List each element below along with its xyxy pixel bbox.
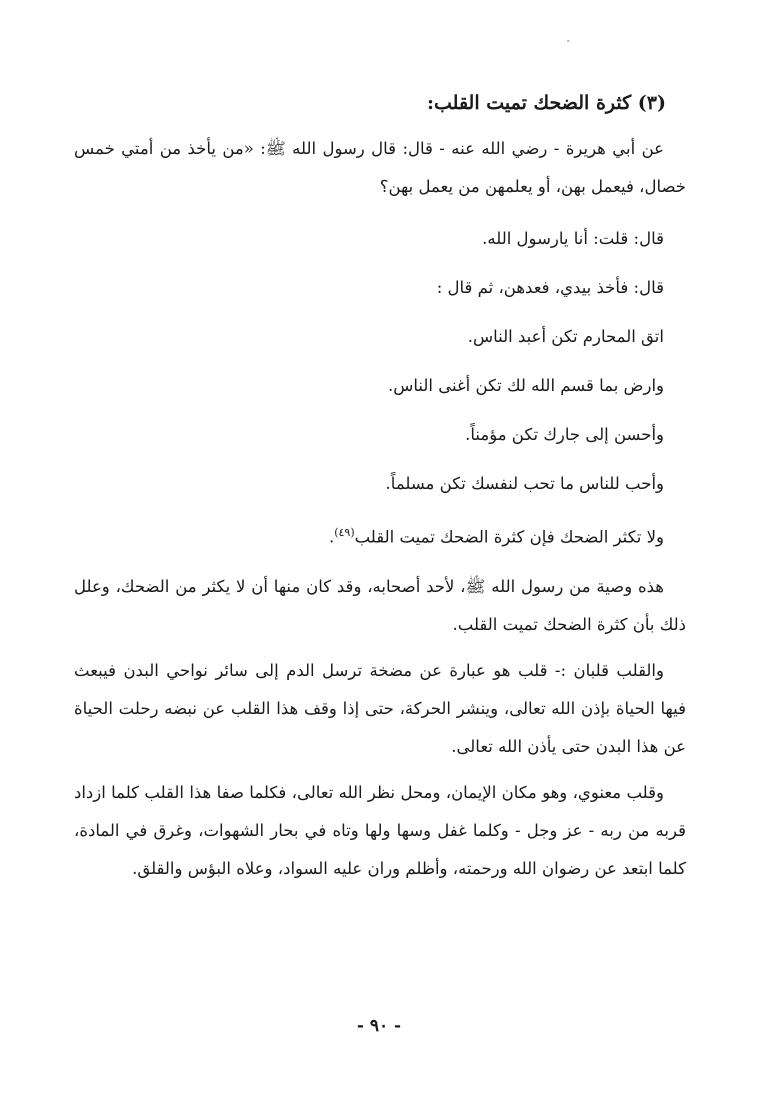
dialog-line-2: قال: فأخذ بيدي، فعدهن، ثم قال : <box>436 278 664 297</box>
dialog-line-7-end: . <box>328 527 335 547</box>
paragraph-spiritual-heart: وقلب معنوي، وهو مكان الإيمان، ومحل نظر الله تعالى، فكلما صفا هذا القلب كلما ازداد قربه من ربه - عز وجل - وكلما غفل وسها ولها وتاه في بحار الشهوات، وغرق في المادة، كلما ابتعد عن رضوان الله ورحمته، وأظلم وران عليه السواد، وعلاه البؤس والقلق. <box>74 782 686 878</box>
paragraph-two-hearts: والقلب قلبان :- قلب هو عبارة عن مضخة ترسل الدم إلى سائر نواحي البدن فيبعث فيها الحياة بإذن الله تعالى، وينشر الحركة، حتى إذا وقف هذا القلب عن نبضه رحلت الحياة عن هذا البدن حتى يأذن الله تعالى. <box>74 660 686 756</box>
page-number: - ٩٠ - <box>356 1016 402 1036</box>
dialog-line-1: قال: قلت: أنا يارسول الله. <box>482 229 664 248</box>
dialog-line-3: اتق المحارم تكن أعبد الناس. <box>467 327 664 346</box>
dialog-line-5: وأحسن إلى جارك تكن مؤمناً. <box>465 425 664 444</box>
dialog-line-4: وارض بما قسم الله لك تكن أغنى الناس. <box>388 376 664 395</box>
page-content <box>74 88 686 896</box>
dialog-line-7 <box>74 508 664 562</box>
paragraph-advice: هذه وصية من رسول الله ﷺ، لأحد أصحابه، وقد كان منها أن لا يكثر من الضحك، وعلل ذلك بأن كثرة الضحك تميت القلب. <box>74 576 686 634</box>
dialog-line-6: وأحب للناس ما تحب لنفسك تكن مسلماً. <box>385 474 664 493</box>
hadith-intro: عن أبي هريرة - رضي الله عنه - قال: قال رسول الله ﷺ: «من يأخذ من أمتي خمس خصال، فيعمل بهن، أو يعلمهن من يعمل بهن؟ <box>74 139 686 196</box>
dialog-line-7-text: ولا تكثر الضحك فإن كثرة الضحك تميت القلب <box>354 527 664 547</box>
hadith-dialog <box>74 214 686 562</box>
footnote-reference: (٤٩) <box>334 526 355 539</box>
section-heading: (٣) كثرة الضحك تميت القلب: <box>426 92 666 114</box>
